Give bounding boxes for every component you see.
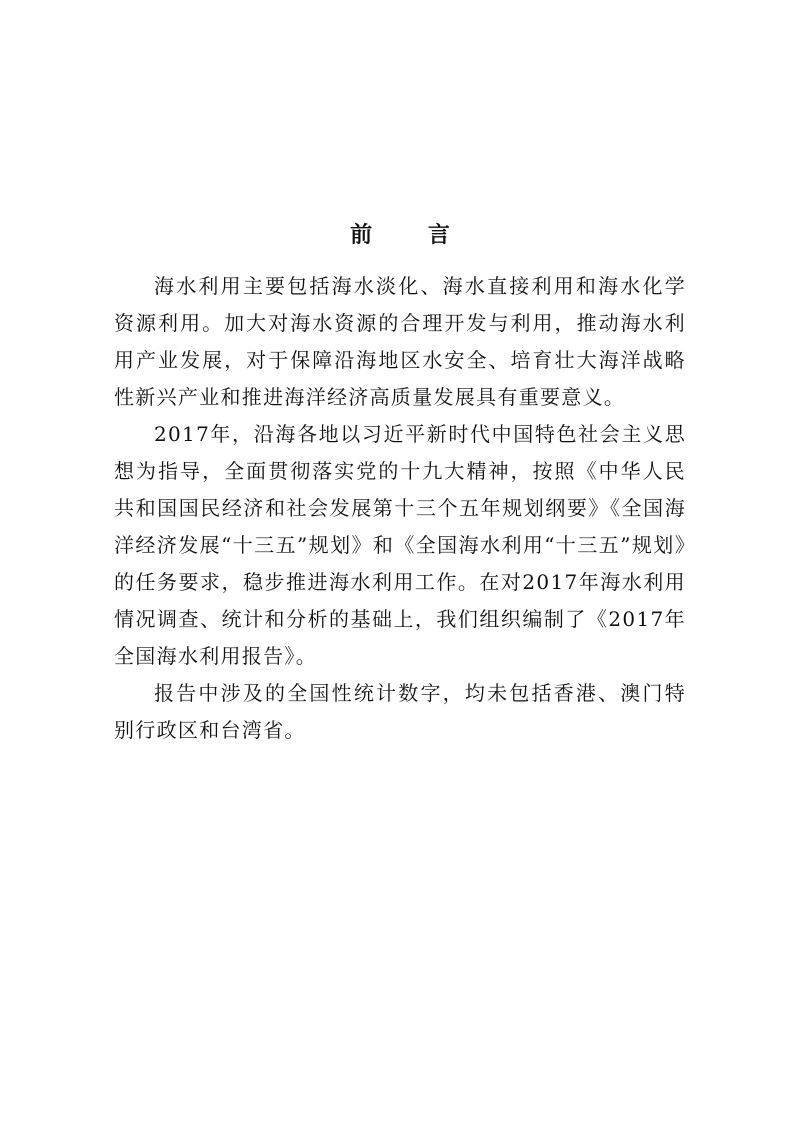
paragraph-3: 报告中涉及的全国性统计数字，均未包括香港、澳门特别行政区和台湾省。	[114, 681, 686, 742]
paragraph-1: 海水利用主要包括海水淡化、海水直接利用和海水化学资源利用。加大对海水资源的合理开发与利用，推动海水利用产业发展，对于保障沿海地区水安全、培育壮大海洋战略性新兴产业和推进海洋经济高质量发展具有重要意义。	[114, 274, 686, 409]
page-title: 前 言	[350, 222, 474, 248]
preface-body	[114, 268, 686, 749]
paragraph-2: 2017年，沿海各地以习近平新时代中国特色社会主义思想为指导，全面贯彻落实党的十九大精神，按照《中华人民共和国国民经济和社会发展第十三个五年规划纲要》《全国海洋经济发展“十三五”规划》和《全国海水利用“十三五”规划》的任务要求，稳步推进海水利用工作。在对2017年海水利用情况调查、统计和分析的基础上，我们组织编制了《2017年全国海水利用报告》。	[114, 422, 686, 668]
